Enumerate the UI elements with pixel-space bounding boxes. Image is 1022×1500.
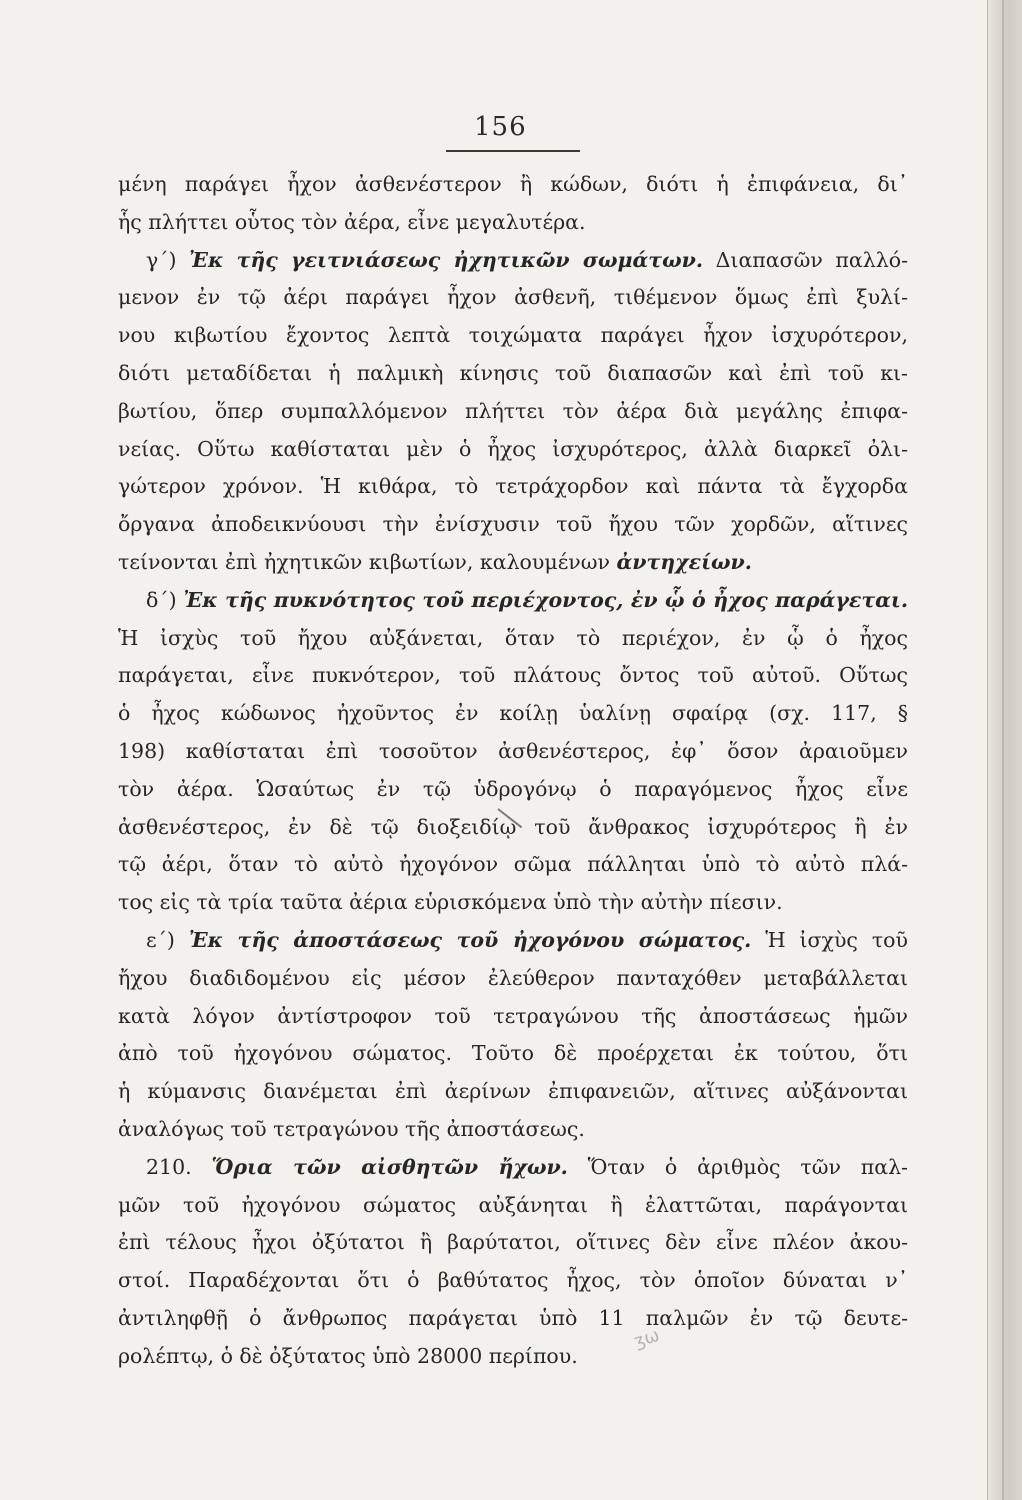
section-heading: Ὅρια τῶν αἰσθητῶν ἤχων. [211,1154,568,1179]
text-line: ὁ ἦχος κώδωνος ἠχοῦντος ἐν κοίλῃ ὑαλίνῃ σφαίρᾳ (σχ. 117, § [118,701,908,726]
section-heading: Ἐκ τῆς πυκνότητος τοῦ περιέχοντος, ἐν ᾧ ὁ ἦχος παράγεται. [183,587,908,612]
text-line: νου κιβωτίου ἔχοντος λεπτὰ τοιχώματα παράγει ἦχον ἰσχυρότερον, [118,323,908,348]
text-line: τος εἰς τὰ τρία ταῦτα ἀέρια εὑρισκόμενα ὑπὸ τὴν αὐτὴν πίεσιν. [118,890,783,915]
text-line: μῶν τοῦ ἠχογόνου σώματος αὐξάνηται ἢ ἐλαττῶται, παράγονται [118,1192,908,1217]
section-heading-line: ε΄) Ἐκ τῆς ἀποστάσεως τοῦ ἠχογόνου σώματος. Ἡ ἰσχὺς τοῦ [146,927,908,952]
page-edge [987,0,1022,1500]
text-line: τῷ ἀέρι, ὅταν τὸ αὐτὸ ἠχογόνον σῶμα πάλληται ὑπὸ τὸ αὐτὸ πλά- [118,852,908,877]
body-text [118,166,908,1376]
text-line: στοί. Παραδέχονται ὅτι ὁ βαθύτατος ἦχος, τὸν ὁποῖον δύναται ν᾽ [118,1268,908,1293]
text-line: ἧς πλήττει οὗτος τὸν ἀέρα, εἶνε μεγαλυτέρα. [118,209,586,234]
text-line: ἡ κύμανσις διανέμεται ἐπὶ ἀερίνων ἐπιφανειῶν, αἵτινες αὐξάνονται [118,1079,908,1104]
section-heading-line: γ΄) Ἐκ τῆς γειτνιάσεως ἠχητικῶν σωμάτων. Διαπασῶν παλλό- [146,247,908,272]
section-heading-line: 210. Ὅρια τῶν αἰσθητῶν ἤχων. Ὅταν ὁ ἀριθμὸς τῶν παλ- [146,1154,908,1179]
text-line: διότι μεταδίδεται ἡ παλμικὴ κίνησις τοῦ διαπασῶν καὶ ἐπὶ τοῦ κι- [118,360,908,385]
text-line: βωτίου, ὅπερ συμπαλλόμενον πλήττει τὸν ἀέρα διὰ μεγάλης ἐπιφα- [118,398,908,423]
page-number-rule [446,150,580,152]
term-highlight: ἀντηχείων. [616,549,752,574]
section-heading-line: δ΄) Ἐκ τῆς πυκνότητος τοῦ περιέχοντος, ἐν ᾧ ὁ ἦχος παράγεται. [146,587,908,612]
page-number: 156 [474,112,527,142]
section-heading: Ἐκ τῆς ἀποστάσεως τοῦ ἠχογόνου σώματος. [188,927,752,952]
text-line: ἀντιληφθῇ ὁ ἄνθρωπος παράγεται ὑπὸ 11 παλμῶν ἐν τῷ δευτε- [118,1305,908,1330]
text-line: ρολέπτῳ, ὁ δὲ ὀξύτατος ὑπὸ 28000 περίπου. [118,1343,578,1368]
text-line: κατὰ λόγον ἀντίστροφον τοῦ τετραγώνου τῆς ἀποστάσεως ἡμῶν [118,1003,908,1028]
text-line: ἤχου διαδιδομένου εἰς μέσον ἐλεύθερον πανταχόθεν μεταβάλλεται [118,965,908,990]
text-line: μενον ἐν τῷ ἀέρι παράγει ἦχον ἀσθενῆ, τιθέμενον ὅμως ἐπὶ ξυλί- [118,285,908,310]
text-line: Ἡ ἰσχὺς τοῦ ἤχου αὐξάνεται, ὅταν τὸ περιέχον, ἐν ᾧ ὁ ἦχος [118,625,908,650]
text-line: 198) καθίσταται ἐπὶ τοσοῦτον ἀσθενέστερος, ἐφ᾽ ὅσον ἀραιοῦμεν [118,738,908,763]
text-line: τὸν ἀέρα. Ὡσαύτως ἐν τῷ ὑδρογόνῳ ὁ παραγόμενος ἦχος εἶνε [118,776,908,801]
text-line: νείας. Οὕτω καθίσταται μὲν ὁ ἦχος ἰσχυρότερος, ἀλλὰ διαρκεῖ ὀλι- [118,436,908,461]
text-line: ἀναλόγως τοῦ τετραγώνου τῆς ἀποστάσεως. [118,1116,585,1141]
text-line: ἀπὸ τοῦ ἠχογόνου σώματος. Τοῦτο δὲ προέρχεται ἐκ τούτου, ὅτι [118,1041,908,1066]
text-line: μένη παράγει ἦχον ἀσθενέστερον ἢ κώδων, διότι ἡ ἐπιφάνεια, δι᾽ [118,172,908,196]
pencil-mark: ʒω [631,1324,663,1353]
text-line: τείνονται ἐπὶ ἠχητικῶν κιβωτίων, καλουμένων ἀντηχείων. [118,549,752,574]
text-line: ἀσθενέστερος, ἐν δὲ τῷ διοξειδίῳ τοῦ ἄνθρακος ἰσχυρότερος ἢ ἐν [118,814,908,839]
text-line: παράγεται, εἶνε πυκνότερον, τοῦ πλάτους ὄντος τοῦ αὐτοῦ. Οὕτως [118,663,908,688]
section-heading: Ἐκ τῆς γειτνιάσεως ἠχητικῶν σωμάτων. [189,247,703,272]
text-line: ἐπὶ τέλους ἦχοι ὀξύτατοι ἢ βαρύτατοι, οἵτινες δὲν εἶνε πλέον ἀκου- [118,1230,908,1255]
text-line: ὄργανα ἀποδεικνύουσι τὴν ἐνίσχυσιν τοῦ ἤχου τῶν χορδῶν, αἵτινες [118,512,908,537]
text-line: γώτερον χρόνον. Ἡ κιθάρα, τὸ τετράχορδον καὶ πάντα τὰ ἔγχορδα [118,474,908,499]
